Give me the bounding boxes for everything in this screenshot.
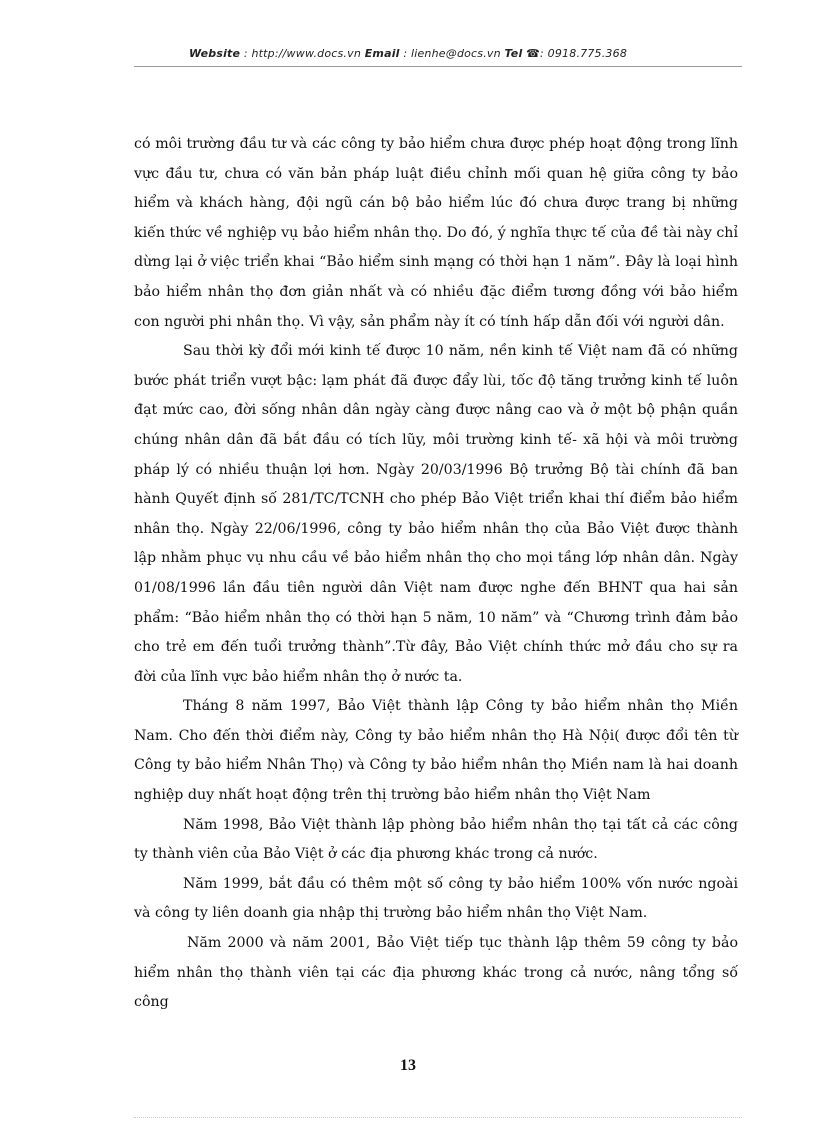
paragraph: có môi trường đầu tư và các công ty bảo hiểm chưa được phép hoạt động trong lĩnh vực đầu tư, chưa có văn bản pháp luật điều chỉnh mối quan hệ giữa công ty bảo hiểm và khách hàng, đội ngũ cán bộ bảo hiểm lúc đó chưa được trang bị những kiến thức về nghiệp vụ bảo hiểm nhân thọ. Do đó, ý nghĩa thực tế của đề tài này chỉ dừng lại ở việc triển khai “Bảo hiểm sinh mạng có thời hạn 1 năm”. Đây là loại hình bảo hiểm nhân thọ đơn giản nhất và có nhiều đặc điểm tương đồng với bảo hiểm con người phi nhân thọ. Vì vậy, sản phẩm này ít có tính hấp dẫn đối với người dân. [134,136,738,330]
website-value: : http://www.docs.vn [240,47,365,60]
tel-label: Tel [504,47,523,60]
email-label: Email [364,47,400,60]
paragraph: Tháng 8 năm 1997, Bảo Việt thành lập Công ty bảo hiểm nhân thọ Miền Nam. Cho đến thời điểm này, Công ty bảo hiểm nhân thọ Hà Nội( được đổi tên từ Công ty bảo hiểm Nhân Thọ) và Công ty bảo hiểm nhân thọ Miền nam là hai doanh nghiệp duy nhất hoạt động trên thị trường bảo hiểm nhân thọ Việt Nam [134,698,738,804]
header-divider [134,66,742,67]
page-number: 13 [400,1057,416,1074]
document-body [134,130,738,1018]
paragraph: Năm 1999, bắt đầu có thêm một số công ty bảo hiểm 100% vốn nước ngoài và công ty liên doanh gia nhập thị trường bảo hiểm nhân thọ Việt Nam. [134,875,738,922]
footer-divider [134,1117,742,1118]
paragraph: Năm 2000 và năm 2001, Bảo Việt tiếp tục thành lập thêm 59 công ty bảo hiểm nhân thọ thành viên tại các địa phương khác trong cả nước, nâng tổng số công [134,935,738,1011]
phone-icon: ☎ [526,47,541,60]
email-value: : lienhe@docs.vn [399,47,505,60]
paragraph: Năm 1998, Bảo Việt thành lập phòng bảo hiểm nhân thọ tại tất cả các công ty thành viên của Bảo Việt ở các địa phương khác trong cả nước. [134,816,738,863]
tel-value: : 0918.775.368 [540,47,628,60]
page-header [0,47,816,60]
website-label: Website [188,47,241,60]
paragraph: Sau thời kỳ đổi mới kinh tế được 10 năm, nền kinh tế Việt nam đã có những bước phát triển vượt bậc: lạm phát đã được đẩy lùi, tốc độ tăng trưởng kinh tế luôn đạt mức cao, đời sống nhân dân ngày càng được nâng cao và ở một bộ phận quần chúng nhân dân đã bắt đầu có tích lũy, môi trường kinh tế- xã hội và môi trường pháp lý có nhiều thuận lợi hơn. Ngày 20/03/1996 Bộ trưởng Bộ tài chính đã ban hành Quyết định số 281/TC/TCNH cho phép Bảo Việt triển khai thí điểm bảo hiểm nhân thọ. Ngày 22/06/1996, công ty bảo hiểm nhân thọ của Bảo Việt được thành lập nhằm phục vụ nhu cầu về bảo hiểm nhân thọ cho mọi tầng lớp nhân dân. Ngày 01/08/1996 lần đầu tiên người dân Việt nam được nghe đến BHNT qua hai sản phẩm: “Bảo hiểm nhân thọ có thời hạn 5 năm, 10 năm” và “Chương trình đảm bảo cho trẻ em đến tuổi trưởng thành”.Từ đây, Bảo Việt chính thức mở đầu cho sự ra đời của lĩnh vực bảo hiểm nhân thọ ở nước ta. [134,343,738,685]
